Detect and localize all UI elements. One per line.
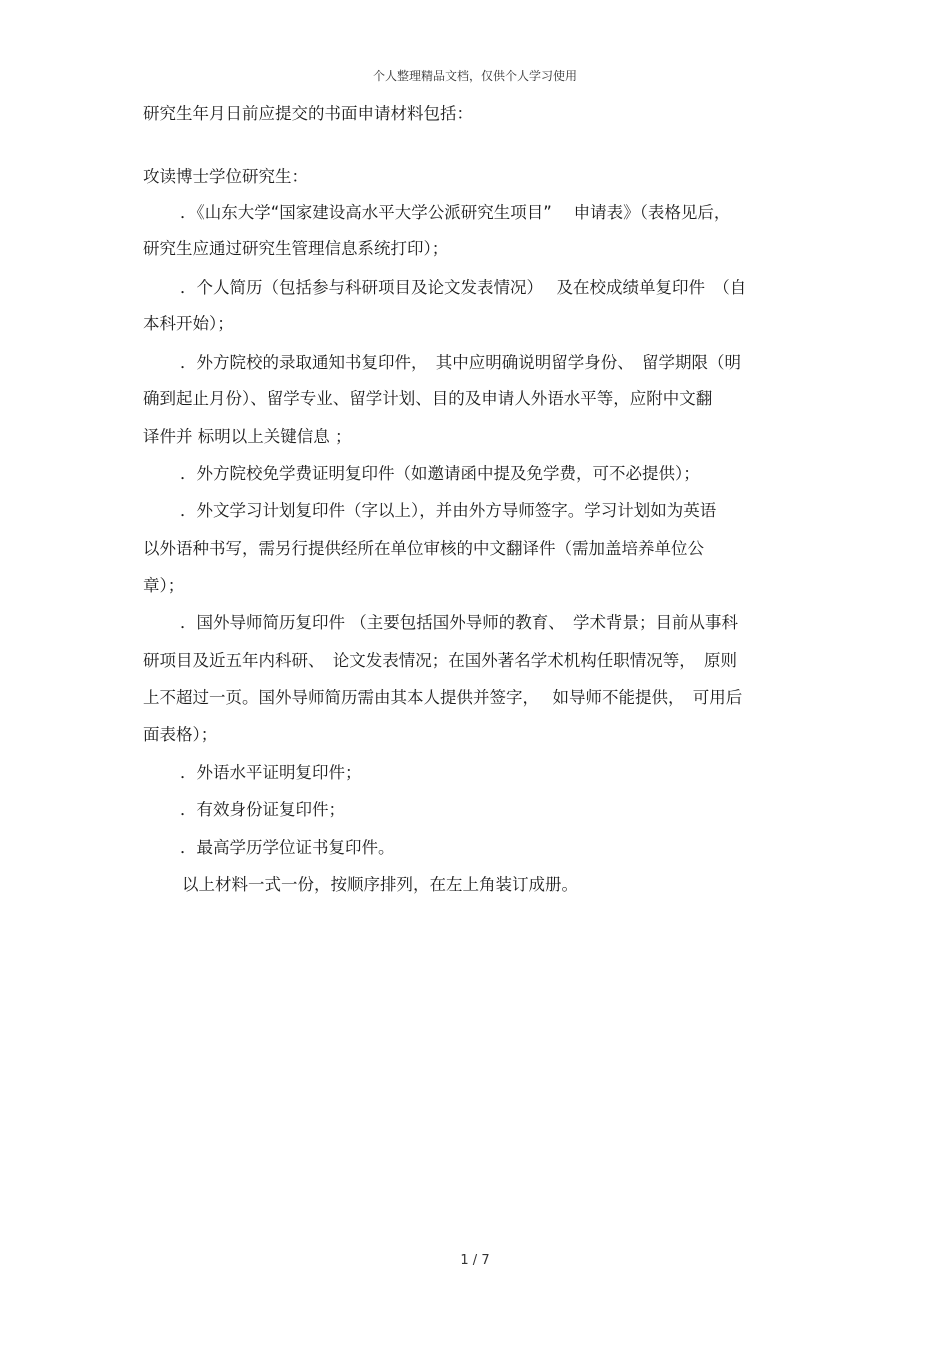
list-item-line: ．外方院校的录取通知书复印件， 其中应明确说明留学身份、 留学期限（明 (180, 353, 741, 372)
list-item-line: ．最高学历学位证书复印件。 (180, 838, 395, 857)
list-item-line: ．外方院校免学费证明复印件（如邀请函中提及免学费，可不必提供）； (180, 464, 700, 483)
intro-text: 研究生年月日前应提交的书面申请材料包括： (143, 104, 473, 123)
list-item-line: 上不超过一页。国外导师简历需由其本人提供并签字， 如导师不能提供， 可用后 (143, 688, 743, 707)
page-number: 1 / 7 (460, 1253, 490, 1268)
list-item-line: 译件并 标明以上关键信息 ； (143, 427, 352, 446)
list-item-line: ．有效身份证复印件； (180, 800, 345, 819)
list-item-line: ．外文学习计划复印件（字以上），并由外方导师签字。学习计划如为英语 (180, 501, 717, 520)
list-item-line: ．国外导师简历复印件 （主要包括国外导师的教育、 学术背景；目前从事科 (180, 613, 738, 632)
list-item-line: 章）； (143, 576, 185, 595)
list-item-line: 以外语种书写，需另行提供经所在单位审核的中文翻译件（需加盖培养单位公 (143, 539, 704, 558)
list-item-line: 研项目及近五年内科研、 论文发表情况；在国外著名学术机构任职情况等， 原则 (143, 651, 737, 670)
list-item-line: 面表格）； (143, 725, 218, 744)
section-title: 攻读博士学位研究生： (143, 167, 308, 186)
list-item-line: 确到起止月份）、留学专业、留学计划、目的及申请人外语水平等，应附中文翻 (143, 389, 713, 408)
list-item-line: ．个人简历（包括参与科研项目及论文发表情况） 及在校成绩单复印件 （自 (180, 278, 747, 297)
page-header: 个人整理精品文档，仅供个人学习使用 (372, 69, 577, 83)
list-item-line: 研究生应通过研究生管理信息系统打印）； (143, 239, 449, 258)
list-item-line: ．《山东大学“国家建设高水平大学公派研究生项目” 申请表》（表格见后， (180, 203, 731, 222)
closing-text: 以上材料一式一份，按顺序排列，在左上角装订成册。 (182, 875, 578, 894)
list-item-line: ．外语水平证明复印件； (180, 763, 362, 782)
list-item-line: 本科开始）； (143, 314, 234, 333)
